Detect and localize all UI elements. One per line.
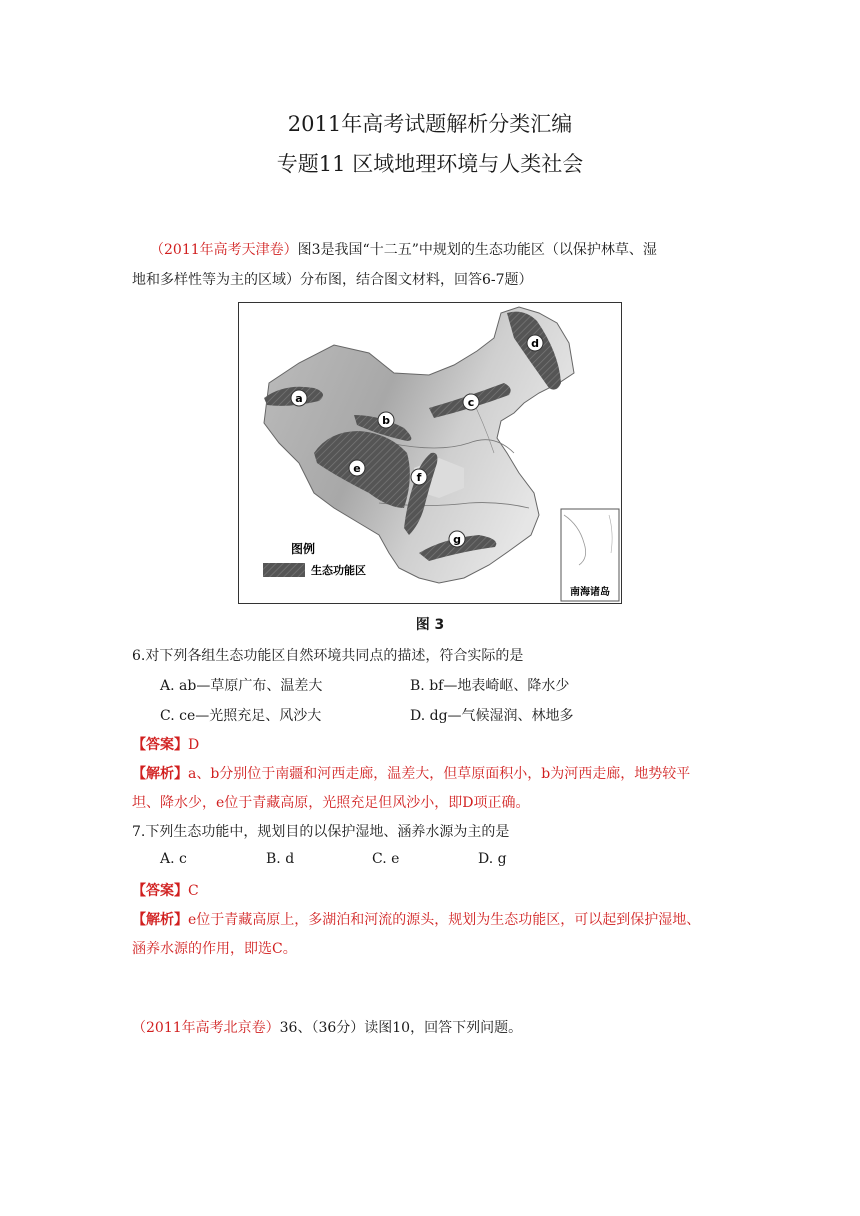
q6-option-c: C. ce—光照充足、风沙大 [160, 708, 322, 724]
q6-stem: 6.对下列各组生态功能区自然环境共同点的描述，符合实际的是 [132, 648, 524, 664]
ecological-zone-map [238, 302, 622, 604]
tianjin-source: （2011年高考天津卷） [150, 242, 298, 258]
answer-tag: 【答案】 [132, 883, 188, 899]
document-title: 2011年高考试题解析分类汇编 [287, 112, 573, 136]
legend-item-label: 生态功能区 [311, 564, 366, 577]
q7-stem: 7.下列生态功能中，规划目的以保护湿地、涵养水源为主的是 [132, 824, 510, 840]
zone-label-d: d [531, 337, 539, 350]
q7-analysis-line2: 涵养水源的作用，即选C。 [132, 941, 297, 957]
analysis-text: a、b分别位于南疆和河西走廊，温差大，但草原面积小，b为河西走廊，地势较平 [188, 766, 691, 782]
q6-analysis-line1 [132, 763, 690, 783]
beijing-question [132, 1017, 522, 1037]
beijing-text: 36、（36分）读图10，回答下列问题。 [279, 1020, 523, 1036]
q7-option-b: B. d [266, 851, 295, 867]
q7-option-d: D. g [478, 851, 507, 867]
q6-option-d: D. dg—气候湿润、林地多 [410, 708, 574, 724]
q6-option-a: A. ab—草原广布、温差大 [160, 678, 323, 694]
china-map-graphic [239, 303, 620, 602]
analysis-tag: 【解析】 [132, 912, 188, 928]
zone-label-f: f [416, 471, 422, 484]
zone-label-c: c [467, 396, 475, 409]
analysis-tag: 【解析】 [132, 766, 188, 782]
tianjin-intro-line1 [150, 241, 750, 259]
q7-answer [132, 880, 199, 900]
zone-label-g: g [453, 533, 461, 546]
tianjin-intro-text: 图3是我国“十二五”中规划的生态功能区（以保护林草、湿 [297, 242, 657, 258]
answer-value: D [188, 737, 200, 753]
figure-caption: 图 3 [415, 617, 445, 633]
q6-analysis-line2: 坦、降水少，e位于青藏高原，光照充足但风沙小，即D项正确。 [132, 795, 530, 811]
zone-label-a: a [295, 392, 303, 405]
answer-value: C [188, 883, 199, 899]
q6-option-b: B. bf—地表崎岖、降水少 [410, 678, 570, 694]
q6-answer [132, 734, 199, 754]
inset-label: 南海诸岛 [570, 587, 610, 598]
zone-label-b: b [382, 414, 390, 427]
document-subtitle: 专题11 区域地理环境与人类社会 [276, 152, 584, 176]
legend-title: 图例 [291, 542, 316, 556]
q7-analysis-line1 [132, 909, 700, 929]
zone-label-e: e [353, 462, 361, 475]
tianjin-intro-line2: 地和多样性等为主的区域）分布图，结合图文材料，回答6-7题） [132, 272, 533, 288]
answer-tag: 【答案】 [132, 737, 188, 753]
q7-option-c: C. e [372, 851, 400, 867]
south-china-sea-inset [561, 509, 619, 601]
legend [263, 541, 366, 577]
q7-option-a: A. c [160, 851, 187, 867]
beijing-source: （2011年高考北京卷） [132, 1020, 280, 1036]
analysis-text: e位于青藏高原上，多湖泊和河流的源头，规划为生态功能区，可以起到保护湿地、 [188, 912, 701, 928]
legend-swatch [263, 563, 305, 577]
